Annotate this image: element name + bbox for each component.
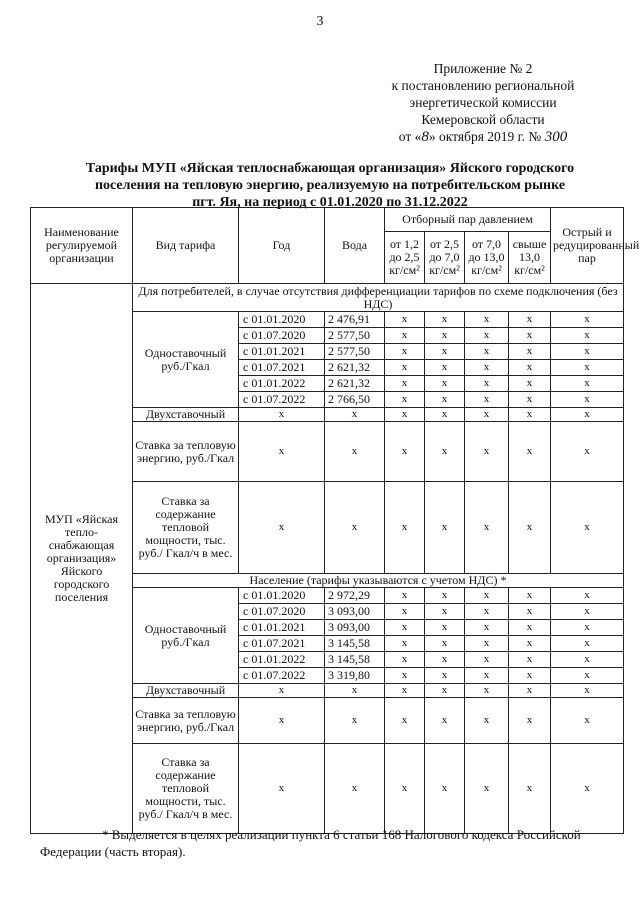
table-row bbox=[31, 208, 624, 232]
x-mark: х bbox=[551, 684, 624, 698]
one-rate-label: Одноставочный руб./Гкал bbox=[133, 588, 239, 684]
x-mark: х bbox=[465, 360, 509, 376]
x-mark: х bbox=[385, 744, 425, 834]
x-mark: х bbox=[509, 376, 551, 392]
year-cell: с 01.07.2020 bbox=[239, 604, 325, 620]
x-mark: х bbox=[385, 620, 425, 636]
x-mark: х bbox=[239, 684, 325, 698]
x-mark: х bbox=[325, 422, 385, 482]
tariff-table-body bbox=[31, 208, 640, 834]
annex-date-mid: » октября 2019 г. № bbox=[428, 129, 542, 144]
table-row bbox=[31, 284, 624, 312]
x-mark: х bbox=[465, 604, 509, 620]
x-mark: х bbox=[509, 422, 551, 482]
x-mark: х bbox=[465, 328, 509, 344]
footnote bbox=[40, 826, 625, 860]
header-org-name: Наименование регулируемой организации bbox=[31, 208, 133, 284]
x-mark: х bbox=[551, 698, 624, 744]
header-sharp-steam: Острый и редуцированный пар bbox=[551, 208, 624, 284]
x-mark: х bbox=[551, 636, 624, 652]
x-mark: х bbox=[385, 698, 425, 744]
x-mark: х bbox=[239, 482, 325, 574]
two-rate-label: Двухставочный bbox=[133, 684, 239, 698]
x-mark: х bbox=[425, 328, 465, 344]
x-mark: х bbox=[551, 392, 624, 408]
x-mark: х bbox=[425, 604, 465, 620]
x-mark: х bbox=[425, 482, 465, 574]
x-mark: х bbox=[465, 636, 509, 652]
title-line: пгт. Яя, на период с 01.01.2020 по 31.12.2022 bbox=[192, 195, 468, 210]
x-mark: х bbox=[425, 312, 465, 328]
x-mark: х bbox=[325, 482, 385, 574]
x-mark: х bbox=[465, 652, 509, 668]
x-mark: х bbox=[425, 668, 465, 684]
annex-line: энергетической комиссии bbox=[409, 95, 557, 110]
x-mark: х bbox=[551, 376, 624, 392]
x-mark: х bbox=[465, 684, 509, 698]
x-mark: х bbox=[465, 344, 509, 360]
x-mark: х bbox=[509, 684, 551, 698]
year-cell: с 01.07.2020 bbox=[239, 328, 325, 344]
x-mark: х bbox=[509, 604, 551, 620]
x-mark: х bbox=[465, 408, 509, 422]
x-mark: х bbox=[385, 408, 425, 422]
section-caption: Население (тарифы указываются с учетом НДС) * bbox=[133, 574, 624, 588]
x-mark: х bbox=[239, 744, 325, 834]
x-mark: х bbox=[509, 344, 551, 360]
x-mark: х bbox=[325, 684, 385, 698]
org-name: МУП «Яйская тепло-снабжающая организация» Яйского городского поселения bbox=[31, 284, 133, 834]
x-mark: х bbox=[509, 636, 551, 652]
x-mark: х bbox=[425, 744, 465, 834]
header-year: Год bbox=[239, 208, 325, 284]
x-mark: х bbox=[425, 408, 465, 422]
annex-day: 8 bbox=[421, 129, 429, 145]
x-mark: х bbox=[509, 652, 551, 668]
x-mark: х bbox=[385, 668, 425, 684]
energy-rate-label: Ставка за тепловую энергию, руб./Гкал bbox=[133, 422, 239, 482]
x-mark: х bbox=[465, 698, 509, 744]
x-mark: х bbox=[465, 588, 509, 604]
x-mark: х bbox=[385, 328, 425, 344]
x-mark: х bbox=[325, 744, 385, 834]
x-mark: х bbox=[425, 698, 465, 744]
x-mark: х bbox=[465, 392, 509, 408]
x-mark: х bbox=[551, 408, 624, 422]
x-mark: х bbox=[425, 422, 465, 482]
one-rate-label: Одноставочный руб./Гкал bbox=[133, 312, 239, 408]
year-cell: с 01.01.2020 bbox=[239, 312, 325, 328]
x-mark: х bbox=[509, 408, 551, 422]
x-mark: х bbox=[465, 620, 509, 636]
x-mark: х bbox=[425, 636, 465, 652]
year-cell: с 01.01.2020 bbox=[239, 588, 325, 604]
x-mark: х bbox=[509, 312, 551, 328]
water-tariff: 2 621,32 bbox=[325, 360, 385, 376]
water-tariff: 3 093,00 bbox=[325, 620, 385, 636]
water-tariff: 3 145,58 bbox=[325, 636, 385, 652]
x-mark: х bbox=[385, 588, 425, 604]
year-cell: с 01.07.2021 bbox=[239, 360, 325, 376]
x-mark: х bbox=[239, 422, 325, 482]
water-tariff: 2 621,32 bbox=[325, 376, 385, 392]
two-rate-label: Двухставочный bbox=[133, 408, 239, 422]
x-mark: х bbox=[509, 744, 551, 834]
x-mark: х bbox=[425, 684, 465, 698]
x-mark: х bbox=[509, 668, 551, 684]
footnote-line: * Выделяется в целях реализации пункта 6 статьи 168 Налогового кодекса Российской bbox=[102, 827, 581, 842]
water-tariff: 3 145,58 bbox=[325, 652, 385, 668]
x-mark: х bbox=[551, 422, 624, 482]
header-pressure-p2: от 2,5 до 7,0 кг/см² bbox=[425, 232, 465, 284]
x-mark: х bbox=[509, 360, 551, 376]
x-mark: х bbox=[551, 652, 624, 668]
year-cell: с 01.01.2022 bbox=[239, 376, 325, 392]
water-tariff: 3 319,80 bbox=[325, 668, 385, 684]
section-caption: Для потребителей, в случае отсутствия дифференциации тарифов по схеме подключения (без НДС) bbox=[133, 284, 624, 312]
x-mark: х bbox=[425, 588, 465, 604]
x-mark: х bbox=[509, 620, 551, 636]
x-mark: х bbox=[325, 408, 385, 422]
x-mark: х bbox=[385, 422, 425, 482]
document-title bbox=[40, 160, 620, 211]
x-mark: х bbox=[465, 312, 509, 328]
x-mark: х bbox=[325, 698, 385, 744]
tariff-table bbox=[30, 207, 640, 834]
x-mark: х bbox=[551, 668, 624, 684]
x-mark: х bbox=[551, 588, 624, 604]
x-mark: х bbox=[425, 360, 465, 376]
x-mark: х bbox=[239, 698, 325, 744]
annex-number: 300 bbox=[544, 129, 568, 145]
energy-rate-label: Ставка за тепловую энергию, руб./Гкал bbox=[133, 698, 239, 744]
year-cell: с 01.01.2021 bbox=[239, 344, 325, 360]
x-mark: х bbox=[509, 482, 551, 574]
water-tariff: 2 577,50 bbox=[325, 328, 385, 344]
header-tariff-type: Вид тарифа bbox=[133, 208, 239, 284]
x-mark: х bbox=[509, 588, 551, 604]
x-mark: х bbox=[425, 392, 465, 408]
x-mark: х bbox=[385, 360, 425, 376]
x-mark: х bbox=[385, 482, 425, 574]
x-mark: х bbox=[425, 620, 465, 636]
x-mark: х bbox=[551, 604, 624, 620]
annex-date bbox=[378, 128, 588, 146]
year-cell: с 01.07.2022 bbox=[239, 392, 325, 408]
water-tariff: 2 577,50 bbox=[325, 344, 385, 360]
header-pressure-p4: свыше 13,0 кг/см² bbox=[509, 232, 551, 284]
x-mark: х bbox=[465, 376, 509, 392]
x-mark: х bbox=[551, 744, 624, 834]
x-mark: х bbox=[465, 422, 509, 482]
x-mark: х bbox=[425, 344, 465, 360]
x-mark: х bbox=[385, 344, 425, 360]
x-mark: х bbox=[465, 482, 509, 574]
annex-block bbox=[378, 60, 588, 146]
page-number: 3 bbox=[316, 14, 324, 29]
x-mark: х bbox=[385, 684, 425, 698]
x-mark: х bbox=[509, 328, 551, 344]
x-mark: х bbox=[509, 392, 551, 408]
x-mark: х bbox=[385, 636, 425, 652]
header-pressure-p3: от 7,0 до 13,0 кг/см² bbox=[465, 232, 509, 284]
year-cell: с 01.07.2022 bbox=[239, 668, 325, 684]
year-cell: с 01.01.2021 bbox=[239, 620, 325, 636]
footnote-line: Федерации (часть вторая). bbox=[40, 844, 186, 859]
x-mark: х bbox=[551, 344, 624, 360]
x-mark: х bbox=[509, 698, 551, 744]
x-mark: х bbox=[425, 652, 465, 668]
annex-date-prefix: от « bbox=[398, 129, 422, 144]
water-tariff: 2 476,91 bbox=[325, 312, 385, 328]
capacity-rate-label: Ставка за содержание тепловой мощности, тыс. руб./ Гкал/ч в мес. bbox=[133, 482, 239, 574]
x-mark: х bbox=[239, 408, 325, 422]
capacity-rate-label: Ставка за содержание тепловой мощности, тыс. руб./ Гкал/ч в мес. bbox=[133, 744, 239, 834]
x-mark: х bbox=[385, 376, 425, 392]
annex-line: к постановлению региональной bbox=[391, 78, 575, 93]
x-mark: х bbox=[551, 482, 624, 574]
x-mark: х bbox=[551, 312, 624, 328]
header-pressure-p1: от 1,2 до 2,5 кг/см² bbox=[385, 232, 425, 284]
x-mark: х bbox=[385, 312, 425, 328]
x-mark: х bbox=[551, 328, 624, 344]
annex-title: Приложение № 2 bbox=[433, 61, 533, 76]
x-mark: х bbox=[385, 392, 425, 408]
x-mark: х bbox=[465, 668, 509, 684]
x-mark: х bbox=[385, 604, 425, 620]
year-cell: с 01.07.2021 bbox=[239, 636, 325, 652]
title-line: Тарифы МУП «Яйская теплоснабжающая организация» Яйского городского bbox=[85, 161, 575, 176]
annex-line: Кемеровской области bbox=[421, 112, 545, 127]
x-mark: х bbox=[551, 620, 624, 636]
x-mark: х bbox=[551, 360, 624, 376]
title-line: поселения на тепловую энергию, реализуемую на потребительском рынке bbox=[94, 178, 566, 193]
water-tariff: 2 766,50 bbox=[325, 392, 385, 408]
header-water: Вода bbox=[325, 208, 385, 284]
year-cell: с 01.01.2022 bbox=[239, 652, 325, 668]
x-mark: х bbox=[425, 376, 465, 392]
water-tariff: 2 972,29 bbox=[325, 588, 385, 604]
x-mark: х bbox=[465, 744, 509, 834]
x-mark: х bbox=[385, 652, 425, 668]
water-tariff: 3 093,00 bbox=[325, 604, 385, 620]
header-steam-group: Отборный пар давлением bbox=[385, 208, 551, 232]
